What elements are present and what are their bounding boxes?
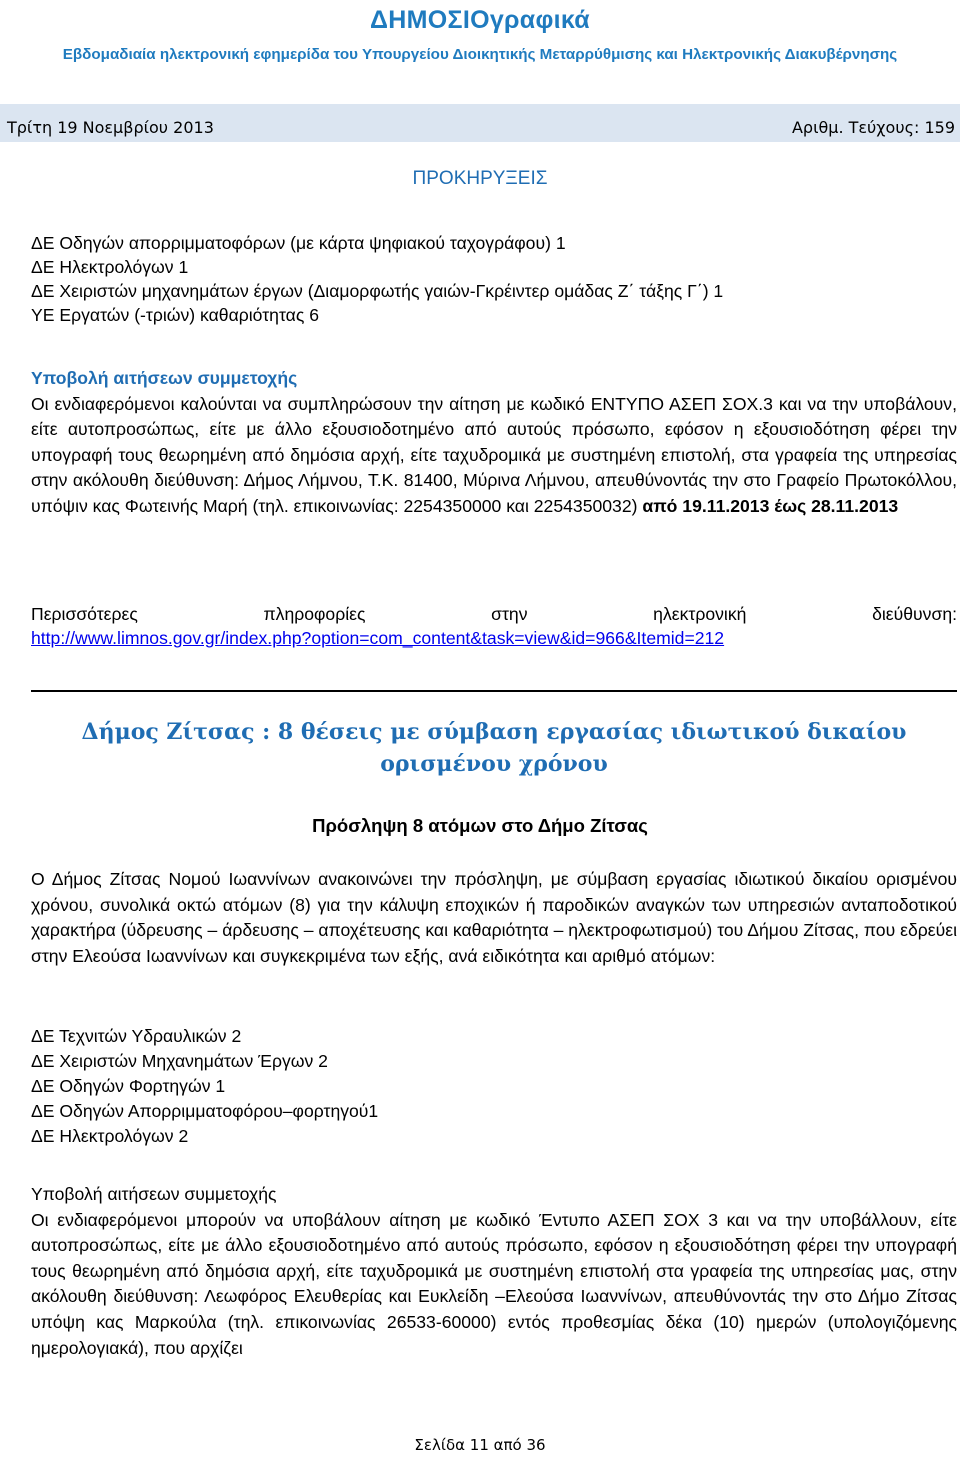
separator-rule [31, 690, 957, 692]
submission-text [31, 392, 957, 520]
article-submission [31, 1182, 957, 1361]
issue-bar [0, 104, 960, 142]
position-line: ΔΕ Τεχνιτών Υδραυλικών 2 [31, 1026, 242, 1046]
position-line: ΥΕ Εργατών (-τριών) καθαριότητας 6 [31, 305, 319, 325]
submission-text: Οι ενδιαφερόμενοι μπορούν να υποβάλουν αίτηση με κωδικό Έντυπο ΑΣΕΠ ΣΟΧ 3 και να την υποβάλλουν, είτε αυτοπροσώπως, είτε με άλλο εξουσιοδοτημένο από αυτούς πρόσωπο, εφόσον η εξουσιοδότηση φέρει την υπογραφή τους θεωρημένη από δημόσια αρχή, είτε ταχυδρομικά με συστημένη επιστολή στα γραφεία της υπηρεσίας μας, στην ακόλουθη διεύθυνση: Λεωφόρος Ελευθερίας και Ευκλείδη –Ελεούσα Ιωαννίνων, απευθύνοντάς την στο Δήμο Ζίτσας υπόψη κας Μαρκούλα (τηλ. επικοινωνίας 26533-60000) εντός προθεσμίας δέκα (10) ημερών (υπολογιζόμενης ημερολογιακά), που αρχίζει [31, 1209, 957, 1358]
issue-date: Τρίτη 19 Νοεμβρίου 2013 [7, 118, 214, 137]
article-title: Δήμος Ζίτσας : 8 θέσεις με σύμβαση εργασίας ιδιωτικού δικαίου ορισμένου χρόνου [81, 719, 907, 777]
more-info-link[interactable]: http://www.limnos.gov.gr/index.php?option=com_content&task=view&id=966&Itemid=212 [31, 628, 725, 648]
newspaper-title: ΔΗΜΟΣΙΟγραφικά [370, 6, 590, 34]
more-info-label: Περισσότερες πληροφορίες στην ηλεκτρονική διεύθυνση: [31, 604, 957, 624]
more-info [31, 602, 957, 650]
position-line: ΔΕ Οδηγών Απορριμματοφόρου–φορτηγού1 [31, 1101, 379, 1121]
article-subtitle: Πρόσληψη 8 ατόμων στο Δήμο Ζίτσας [312, 815, 648, 836]
article-positions [31, 1024, 957, 1149]
issue-number: Αριθμ. Τεύχους: 159 [791, 118, 955, 137]
submission-heading: Υποβολή αιτήσεων συμμετοχής [31, 1184, 277, 1204]
submission-body: Οι ενδιαφερόμενοι καλούνται να συμπληρώσουν την αίτηση με κωδικό ΕΝΤΥΠΟ ΑΣΕΠ ΣΟΧ.3 και να την υποβάλουν, είτε αυτοπροσώπως, είτε με άλλο εξουσιοδοτημένο από αυτούς πρόσωπο, εφόσον η εξουσιοδότηση φέρει την υπογραφή τους θεωρημένη από δημόσια αρχή, είτε ταχυδρομικά με συστημένη επιστολή, στα γραφεία της υπηρεσίας στην ακόλουθη διεύθυνση: Δήμος Λήμνου, Τ.Κ. 81400, Μύρινα Λήμνου, απευθύνοντάς την στο Γραφείο Πρωτοκόλλου, υπόψιν κας Φωτεινής Μαρή (τηλ. επικοινωνίας: 2254350000 και 2254350032) [31, 393, 957, 516]
first-notice-positions [31, 231, 957, 327]
position-line: ΔΕ Ηλεκτρολόγων 1 [31, 257, 189, 277]
position-line: ΔΕ Χειριστών Μηχανημάτων Έργων 2 [31, 1051, 328, 1071]
submission-heading: Υποβολή αιτήσεων συμμετοχής [31, 368, 298, 388]
position-line: ΔΕ Χειριστών μηχανημάτων έργων (Διαμορφωτής γαιών-Γκρέιντερ ομάδας Ζ΄ τάξης Γ΄) 1 [31, 281, 724, 301]
first-notice-submission [31, 366, 957, 520]
newspaper-subtitle: Εβδομαδιαία ηλεκτρονική εφημερίδα του Υπουργείου Διοικητικής Μεταρρύθμισης και Ηλεκτρονικής Διακυβέρνησης [62, 46, 898, 63]
page-number: Σελίδα 11 από 36 [414, 1436, 546, 1454]
submission-period: από 19.11.2013 έως 28.11.2013 [642, 495, 899, 516]
position-line: ΔΕ Οδηγών Φορτηγών 1 [31, 1076, 226, 1096]
position-line: ΔΕ Οδηγών απορριμματοφόρων (με κάρτα ψηφιακού ταχογράφου) 1 [31, 233, 566, 253]
article-intro: Ο Δήμος Ζίτσας Νομού Ιωαννίνων ανακοινώνει την πρόσληψη, με σύμβαση εργασίας ιδιωτικού δικαίου ορισμένου χρόνου, συνολικά οκτώ ατόμων (8) για την κάλυψη εποχικών ή παροδικών αναγκών των υπηρεσιών ανταποδοτικού χαρακτήρα (ύδρευσης – άρδευσης – αποχέτευσης και καθαριότητα – ηλεκτροφωτισμού) του Δήμου Ζίτσας, που εδρεύει στην Ελεούσα Ιωαννίνων και συγκεκριμένα των εξής, ανά ειδικότητα και αριθμό ατόμων: [31, 869, 957, 966]
position-line: ΔΕ Ηλεκτρολόγων 2 [31, 1126, 189, 1146]
section-heading: ΠΡΟΚΗΡΥΞΕΙΣ [412, 168, 548, 189]
